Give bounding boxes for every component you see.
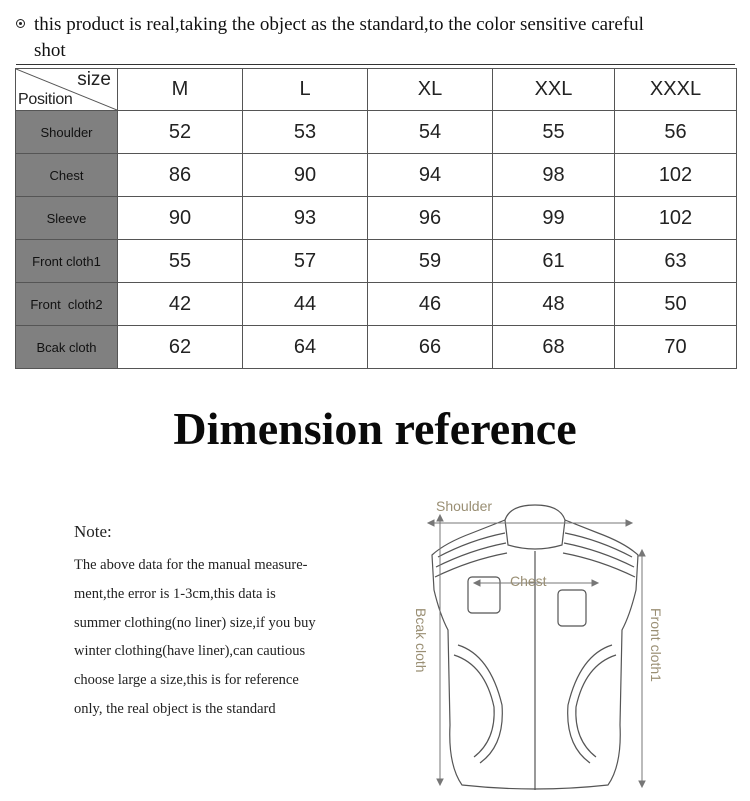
table-cell: 44 — [243, 283, 368, 326]
table-cell: 64 — [243, 326, 368, 369]
row-label-back-cloth: Bcak cloth — [16, 326, 118, 369]
arrow-icon — [626, 520, 632, 526]
table-row — [16, 197, 737, 240]
table-cell: 63 — [615, 240, 737, 283]
corner-size-label: size — [77, 69, 111, 90]
arrow-icon — [437, 779, 443, 785]
table-cell: 55 — [493, 111, 615, 154]
note-line: The above data for the manual measure- — [74, 557, 308, 573]
table-cell: 46 — [368, 283, 493, 326]
table-row — [16, 240, 737, 283]
table-cell: 50 — [615, 283, 737, 326]
arrow-icon — [592, 580, 598, 586]
table-cell: 66 — [368, 326, 493, 369]
divider — [16, 64, 735, 65]
table-cell: 70 — [615, 326, 737, 369]
row-label-chest: Chest — [16, 154, 118, 197]
row-label-sleeve: Sleeve — [16, 197, 118, 240]
bullet-icon — [16, 19, 25, 28]
size-header-xxxl: XXXL — [615, 69, 737, 111]
note-line: ment,the error is 1-3cm,this data is — [74, 585, 276, 602]
product-note-line-1: this product is real,taking the object as the standard,to the color sensitive careful — [34, 14, 644, 35]
vest-diagram — [410, 495, 680, 795]
table-cell: 55 — [118, 240, 243, 283]
size-header-xl: XL — [368, 69, 493, 111]
vest-stripe — [435, 553, 507, 577]
back-cloth-label: Bcak cloth — [413, 608, 429, 673]
vest-stripe — [563, 553, 635, 577]
size-header-row — [16, 69, 737, 111]
table-cell: 98 — [493, 154, 615, 197]
note-body — [74, 551, 374, 724]
table-cell: 57 — [243, 240, 368, 283]
vest-pocket-right — [558, 590, 586, 626]
vest-panel — [458, 645, 502, 763]
table-row — [16, 154, 737, 197]
note-line: only, the real object is the standard — [74, 700, 276, 717]
table-cell: 68 — [493, 326, 615, 369]
vest-panel — [568, 645, 612, 763]
note-title: Note: — [74, 522, 112, 541]
table-cell: 96 — [368, 197, 493, 240]
table-cell: 99 — [493, 197, 615, 240]
size-chart-table — [15, 68, 737, 369]
size-header-l: L — [243, 69, 368, 111]
arrow-icon — [437, 515, 443, 521]
product-note-line-2: shot — [34, 40, 66, 61]
table-cell: 90 — [118, 197, 243, 240]
table-cell: 102 — [615, 197, 737, 240]
corner-position-label: Position — [18, 91, 73, 108]
product-note — [16, 12, 736, 64]
table-row — [16, 326, 737, 369]
arrow-icon — [639, 781, 645, 787]
table-cell: 61 — [493, 240, 615, 283]
note-line: summer clothing(no liner) size,if you buy — [74, 614, 316, 631]
table-cell: 86 — [118, 154, 243, 197]
arrow-icon — [474, 580, 480, 586]
table-row — [16, 283, 737, 326]
note-line: choose large a size,this is for reference — [74, 672, 299, 689]
front-cloth-label: Front cloth1 — [648, 608, 664, 682]
table-cell: 90 — [243, 154, 368, 197]
table-cell: 94 — [368, 154, 493, 197]
table-cell: 53 — [243, 111, 368, 154]
arrow-icon — [428, 520, 434, 526]
table-cell: 102 — [615, 154, 737, 197]
arrow-icon — [639, 550, 645, 556]
section-title: Dimension reference — [173, 403, 577, 454]
row-label-front-cloth2: Front cloth2 — [16, 283, 118, 326]
shoulder-label: Shoulder — [436, 498, 493, 514]
size-header-m: M — [118, 69, 243, 111]
vest-collar — [505, 505, 565, 549]
table-row — [16, 111, 737, 154]
table-cell: 93 — [243, 197, 368, 240]
table-cell: 54 — [368, 111, 493, 154]
table-cell: 52 — [118, 111, 243, 154]
vest-pocket-left — [468, 577, 500, 613]
table-cell: 62 — [118, 326, 243, 369]
product-note-text — [34, 12, 734, 64]
row-label-shoulder: Shoulder — [16, 111, 118, 154]
table-cell: 42 — [118, 283, 243, 326]
table-cell: 56 — [615, 111, 737, 154]
note-line: winter clothing(have liner),can cautious — [74, 643, 306, 660]
size-header-xxl: XXL — [493, 69, 615, 111]
corner-cell — [16, 69, 118, 111]
table-cell: 59 — [368, 240, 493, 283]
chest-label: Chest — [510, 573, 547, 589]
row-label-front-cloth1: Front cloth1 — [16, 240, 118, 283]
table-cell: 48 — [493, 283, 615, 326]
